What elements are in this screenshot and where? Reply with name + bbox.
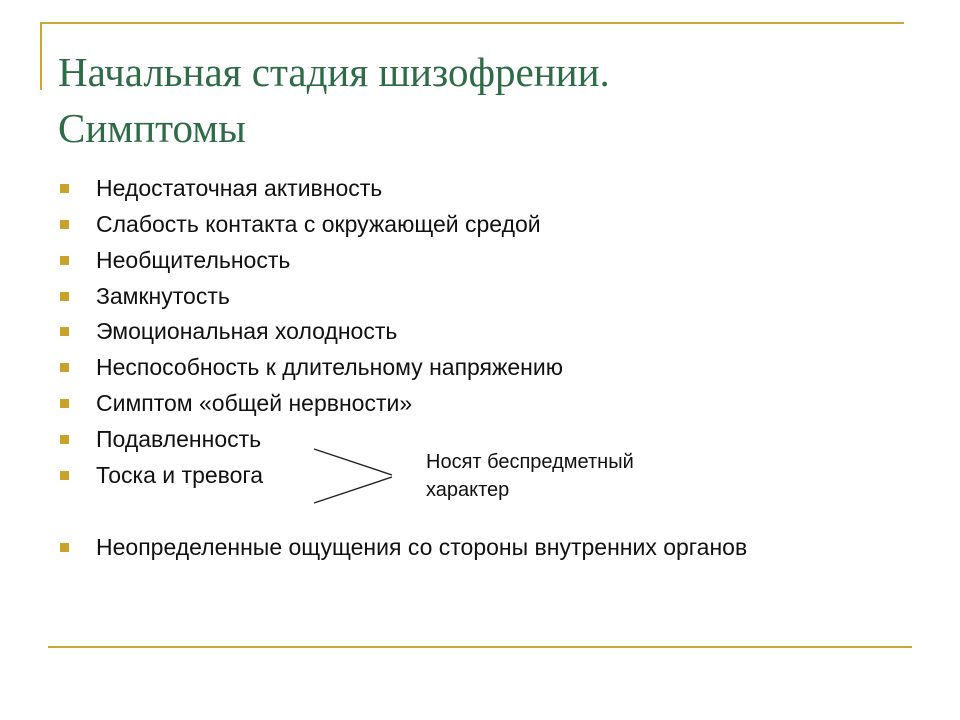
square-bullet-icon bbox=[60, 292, 69, 301]
square-bullet-icon bbox=[60, 363, 69, 372]
list-item-text: Неспособность к длительному напряжению bbox=[96, 354, 563, 380]
slide-title-line-1: Начальная стадия шизофрении. bbox=[58, 49, 610, 95]
group-note-line-2: характер bbox=[426, 479, 510, 501]
list-item-text: Необщительность bbox=[96, 247, 291, 273]
bracket-lower-line bbox=[314, 477, 392, 503]
list-item-text: Замкнутость bbox=[96, 283, 230, 309]
square-bullet-icon bbox=[60, 184, 69, 193]
list-item-text: Недостаточная активность bbox=[96, 175, 383, 201]
square-bullet-icon bbox=[60, 435, 69, 444]
list-item-text: Тоска и тревога bbox=[96, 462, 264, 488]
frame-bottom-line bbox=[48, 646, 912, 648]
list-item-text: Эмоциональная холодность bbox=[96, 318, 398, 344]
square-bullet-icon bbox=[60, 399, 69, 408]
square-bullet-icon bbox=[60, 471, 69, 480]
frame-top-line bbox=[40, 22, 904, 24]
bracket-upper-line bbox=[314, 449, 392, 475]
list-item-text: Слабость контакта с окружающей средой bbox=[96, 211, 541, 237]
group-note-line-1: Носят беспредметный bbox=[426, 451, 634, 473]
slide-title-line-2: Симптомы bbox=[58, 105, 246, 151]
square-bullet-icon bbox=[60, 327, 69, 336]
square-bullet-icon bbox=[60, 220, 69, 229]
frame-left-line bbox=[40, 22, 42, 90]
slide-title bbox=[58, 44, 918, 156]
group-note bbox=[426, 448, 634, 504]
list-item-text: Симптом «общей нервности» bbox=[96, 390, 413, 416]
square-bullet-icon bbox=[60, 256, 69, 265]
list-item-text: Неопределенные ощущения со стороны внутренних органов bbox=[96, 534, 748, 560]
square-bullet-icon bbox=[60, 543, 69, 552]
list-item-text: Подавленность bbox=[96, 426, 262, 452]
